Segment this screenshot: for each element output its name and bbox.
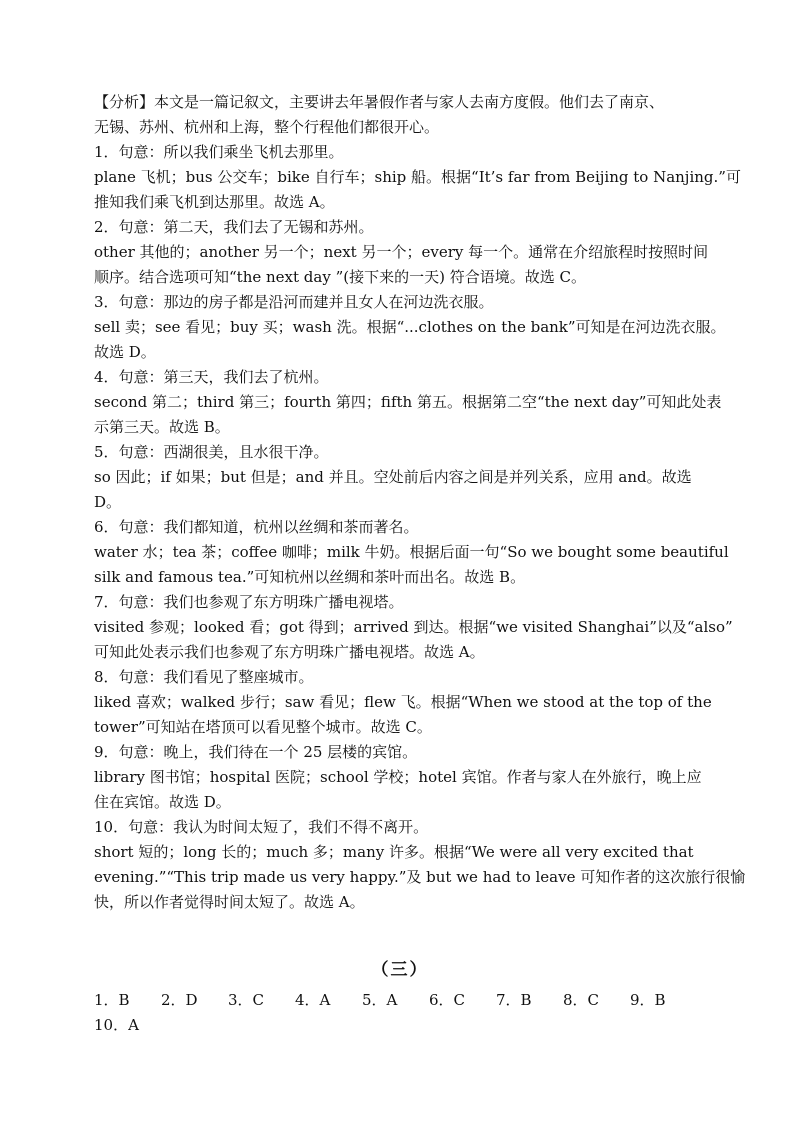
text-line: 7．句意：我们也参观了东方明珠广播电视塔。	[94, 593, 404, 611]
answer-row	[94, 1013, 714, 1038]
text-line: sell 卖；see 看见；buy 买；wash 洗。根据“...clothes on the bank”可知是在河边洗衣服。	[94, 318, 726, 336]
answer-item: 1．B	[94, 991, 130, 1009]
text-line: 快，所以作者觉得时间太短了。故选 A。	[94, 893, 365, 911]
text-line: tower”可知站在塔顶可以看见整个城市。故选 C。	[94, 718, 432, 736]
text-line: 顺序。结合选项可知“the next day ”(接下来的一天) 符合语境。故选 C。	[94, 268, 586, 286]
text-line: library 图书馆；hospital 医院；school 学校；hotel 宾馆。作者与家人在外旅行，晚上应	[94, 768, 702, 786]
text-line: 10．句意：我认为时间太短了，我们不得不离开。	[94, 818, 429, 836]
answer-item: 3．C	[228, 991, 265, 1009]
answer-item: 4．A	[295, 991, 331, 1009]
text-line: 9．句意：晚上，我们待在一个 25 层楼的宾馆。	[94, 743, 418, 761]
answer-item: 6．C	[429, 991, 466, 1009]
text-line: visited 参观；looked 看；got 得到；arrived 到达。根据“we visited Shanghai”以及“also”	[94, 618, 733, 636]
answer-item: 10．A	[94, 1016, 139, 1034]
text-line: 2．句意：第二天，我们去了无锡和苏州。	[94, 218, 374, 236]
text-line: 4．句意：第三天，我们去了杭州。	[94, 368, 329, 386]
answer-row	[94, 988, 714, 1013]
answer-item: 8．C	[563, 991, 600, 1009]
text-line: plane 飞机；bus 公交车；bike 自行车；ship 船。根据“It’s far from Beijing to Nanjing.”可	[94, 168, 741, 186]
text-line: 推知我们乘飞机到达那里。故选 A。	[94, 193, 335, 211]
text-line: 【分析】本文是一篇记叙文，主要讲去年暑假作者与家人去南方度假。他们去了南京、	[94, 93, 665, 111]
answer-key	[94, 988, 714, 1038]
text-line: D。	[94, 493, 122, 511]
section-title: （三）	[371, 960, 429, 980]
text-line: other 其他的；another 另一个；next 另一个；every 每一个。通常在介绍旅程时按照时间	[94, 243, 709, 261]
text-line: 无锡、苏州、杭州和上海，整个行程他们都很开心。	[94, 118, 440, 136]
analysis-text	[94, 90, 746, 915]
text-line: 5．句意：西湖很美，且水很干净。	[94, 443, 329, 461]
text-line: evening.”“This trip made us very happy.”及 but we had to leave 可知作者的这次旅行很愉	[94, 868, 746, 886]
text-line: 可知此处表示我们也参观了东方明珠广播电视塔。故选 A。	[94, 643, 485, 661]
answer-item: 9．B	[630, 991, 666, 1009]
text-line: second 第二；third 第三；fourth 第四；fifth 第五。根据第二空“the next day”可知此处表	[94, 393, 722, 411]
text-line: 故选 D。	[94, 343, 156, 361]
text-line: 1．句意：所以我们乘坐飞机去那里。	[94, 143, 344, 161]
text-line: 住在宾馆。故选 D。	[94, 793, 231, 811]
text-line: water 水；tea 茶；coffee 咖啡；milk 牛奶。根据后面一句“So we bought some beautiful	[94, 543, 729, 561]
text-line: 示第三天。故选 B。	[94, 418, 230, 436]
text-line: 8．句意：我们看见了整座城市。	[94, 668, 314, 686]
text-line: 6．句意：我们都知道，杭州以丝绸和茶而著名。	[94, 518, 419, 536]
text-line: liked 喜欢；walked 步行；saw 看见；flew 飞。根据“When we stood at the top of the	[94, 693, 712, 711]
text-line: short 短的；long 长的；much 多；many 许多。根据“We were all very excited that	[94, 843, 694, 861]
answer-item: 7．B	[496, 991, 532, 1009]
text-line: so 因此；if 如果；but 但是；and 并且。空处前后内容之间是并列关系，应用 and。故选	[94, 468, 692, 486]
answer-item: 2．D	[161, 991, 198, 1009]
text-line: 3．句意：那边的房子都是沿河而建并且女人在河边洗衣服。	[94, 293, 494, 311]
answer-item: 5．A	[362, 991, 398, 1009]
text-line: silk and famous tea.”可知杭州以丝绸和茶叶而出名。故选 B。	[94, 568, 526, 586]
